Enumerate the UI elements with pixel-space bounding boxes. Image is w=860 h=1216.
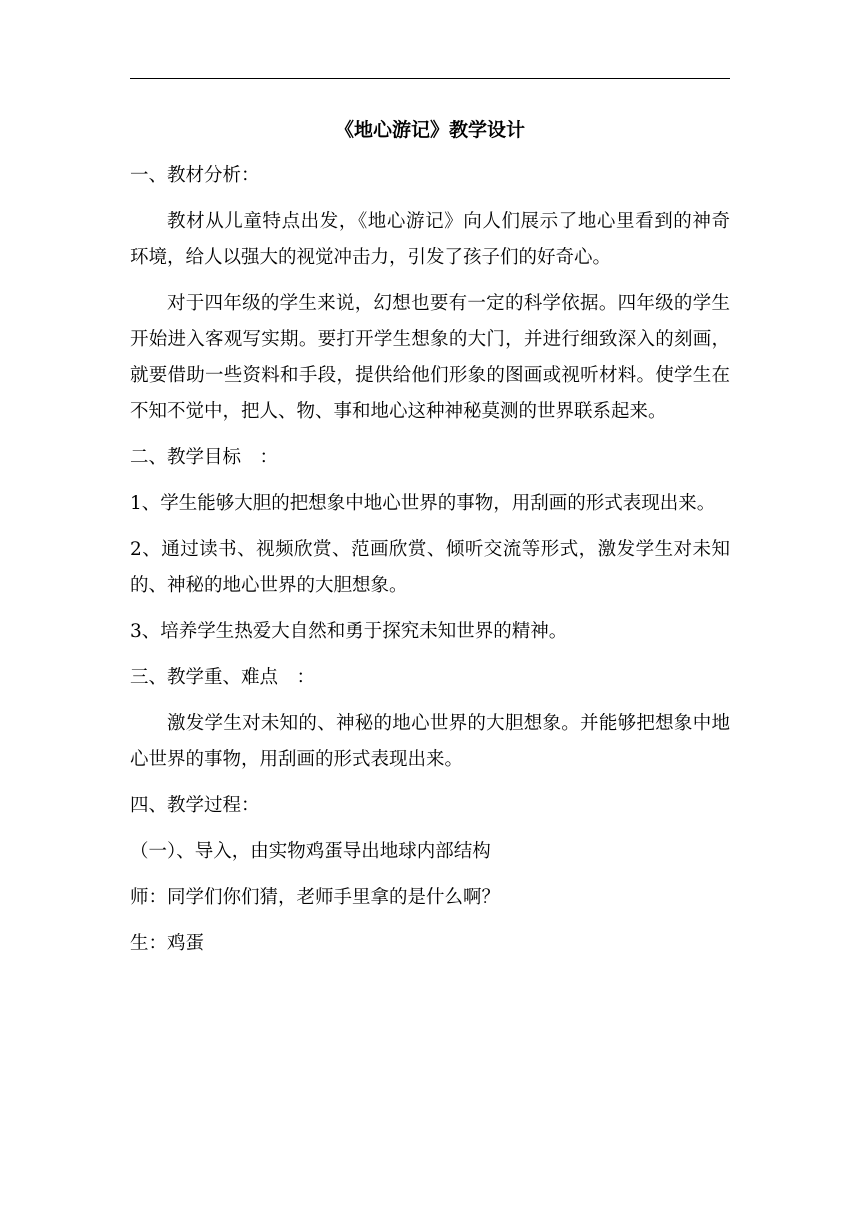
dialogue-line-teacher: 师：同学们你们猜，老师手里拿的是什么啊？	[130, 887, 501, 908]
section-heading-process: 四、教学过程：	[130, 795, 260, 816]
section-heading-objectives: 二、教学目标 ：	[130, 447, 279, 468]
header-rule	[130, 78, 730, 79]
objective-item-3: 3、培养学生热爱大自然和勇于探究未知世界的精神。	[130, 621, 568, 642]
document-title: 《地心游记》教学设计	[334, 119, 525, 141]
dialogue-line-student: 生：鸡蛋	[130, 933, 205, 954]
section-heading-materials: 一、教材分析：	[130, 165, 260, 186]
body-paragraph-materials-1: 教材从儿童特点出发，《地心游记》向人们展示了地心里看到的神奇环境，给人以强大的视觉冲击力，引发了孩子们的好奇心。	[130, 211, 730, 268]
objective-item-1: 1、学生能够大胆的把想象中地心世界的事物，用刮画的形式表现出来。	[130, 493, 716, 514]
process-step-intro: （一）、导入，由实物鸡蛋导出地球内部结构	[130, 841, 491, 862]
document-page	[130, 112, 730, 972]
objective-item-2: 2、通过读书、视频欣赏、范画欣赏、倾听交流等形式，激发学生对未知的、神秘的地心世界的大胆想象。	[130, 539, 730, 596]
body-paragraph-key-points: 激发学生对未知的、神秘的地心世界的大胆想象。并能够把想象中地心世界的事物，用刮画的形式表现出来。	[130, 713, 730, 770]
section-heading-key-points: 三、教学重、难点 ：	[130, 667, 316, 688]
body-paragraph-materials-2: 对于四年级的学生来说，幻想也要有一定的科学依据。四年级的学生开始进入客观写实期。要打开学生想象的大门，并进行细致深入的刻画，就要借助一些资料和手段，提供给他们形象的图画或视听材料。使学生在不知不觉中，把人、物、事和地心这种神秘莫测的世界联系起来。	[130, 293, 730, 422]
